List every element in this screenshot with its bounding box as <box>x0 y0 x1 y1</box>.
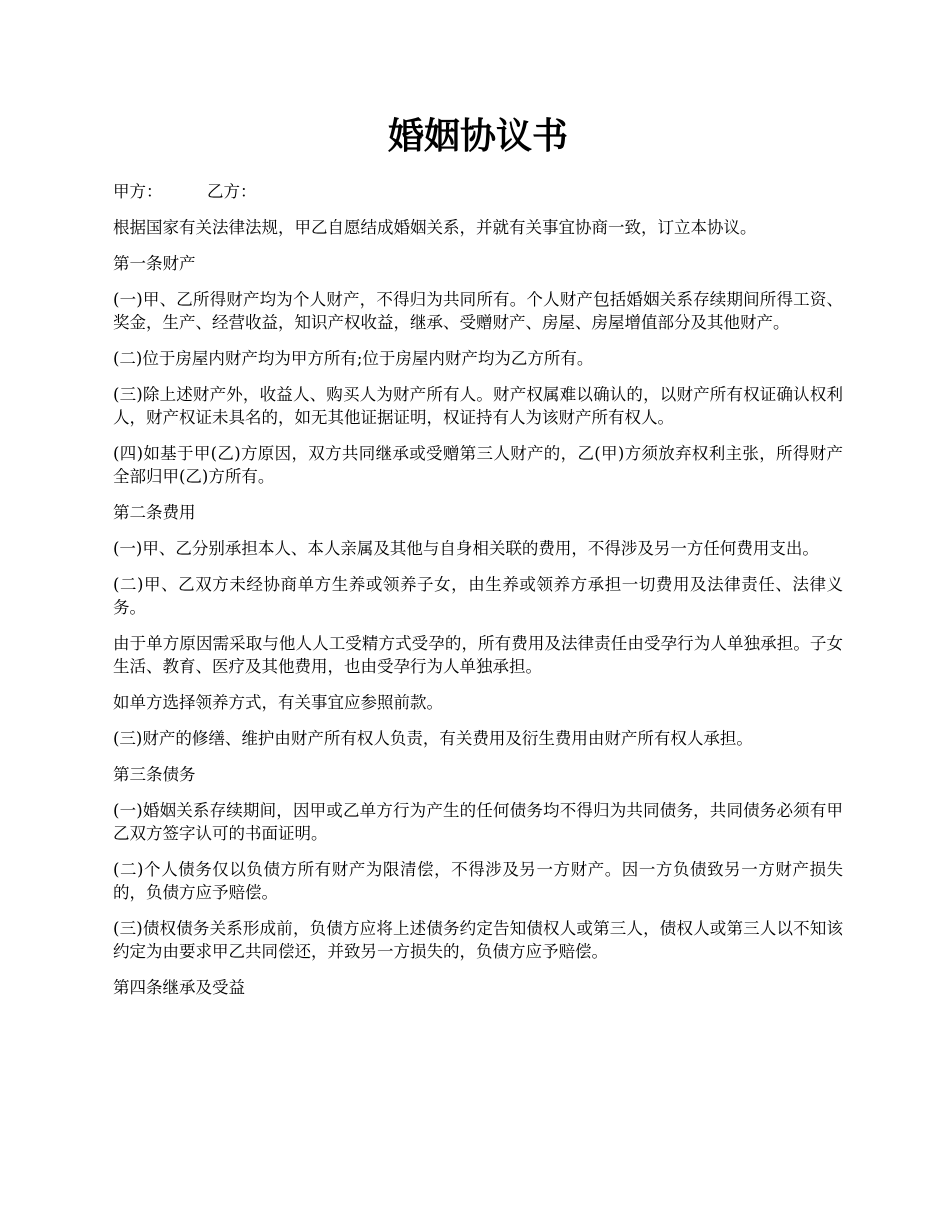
clause: 由于单方原因需采取与他人人工受精方式受孕的，所有费用及法律责任由受孕行为人单独承担。子女生活、教育、医疗及其他费用，也由受孕行为人单独承担。 <box>113 634 843 676</box>
clause: 如单方选择领养方式，有关事宜应参照前款。 <box>113 693 443 712</box>
clause: (三)财产的修缮、维护由财产所有权人负责，有关费用及衍生费用由财产所有权人承担。 <box>113 729 753 748</box>
document-body <box>113 180 843 1012</box>
party-a-label: 甲方： <box>113 182 163 201</box>
clause: (二)个人债务仅以负债方所有财产为限清偿，不得涉及另一方财产。因一方负债致另一方财产损失的，负债方应予赔偿。 <box>113 860 843 902</box>
article-heading: 第一条财产 <box>113 254 196 273</box>
document-title: 婚姻协议书 <box>387 115 568 157</box>
clause: (四)如基于甲(乙)方原因，双方共同继承或受赠第三人财产的，乙(甲)方须放弃权利主张，所得财产全部归甲(乙)方所有。 <box>113 444 843 486</box>
party-b-label: 乙方： <box>207 182 257 201</box>
clause: (三)除上述财产外，收益人、购买人为财产所有人。财产权属难以确认的，以财产所有权证确认权利人，财产权证未具名的，如无其他证据证明，权证持有人为该财产所有权人。 <box>113 385 843 427</box>
preamble: 根据国家有关法律法规，甲乙自愿结成婚姻关系，并就有关事宜协商一致，订立本协议。 <box>113 218 757 237</box>
parties-line <box>113 180 843 203</box>
article-heading: 第三条债务 <box>113 765 196 784</box>
article-heading: 第四条继承及受益 <box>113 978 245 997</box>
clause: (三)债权债务关系形成前，负债方应将上述债务约定告知债权人或第三人，债权人或第三人以不知该约定为由要求甲乙共同偿还，并致另一方损失的，负债方应予赔偿。 <box>113 919 843 961</box>
clause: (一)甲、乙所得财产均为个人财产，不得归为共同所有。个人财产包括婚姻关系存续期间所得工资、奖金，生产、经营收益，知识产权收益，继承、受赠财产、房屋、房屋增值部分及其他财产。 <box>113 290 843 332</box>
clause: (二)位于房屋内财产均为甲方所有;位于房屋内财产均为乙方所有。 <box>113 349 594 368</box>
clause: (一)婚姻关系存续期间，因甲或乙单方行为产生的任何债务均不得归为共同债务，共同债务必须有甲乙双方签字认可的书面证明。 <box>113 801 843 843</box>
clause: (二)甲、乙双方未经协商单方生养或领养子女，由生养或领养方承担一切费用及法律责任、法律义务。 <box>113 575 843 617</box>
article-heading: 第二条费用 <box>113 503 196 522</box>
clause: (一)甲、乙分别承担本人、本人亲属及其他与自身相关联的费用，不得涉及另一方任何费用支出。 <box>113 539 819 558</box>
